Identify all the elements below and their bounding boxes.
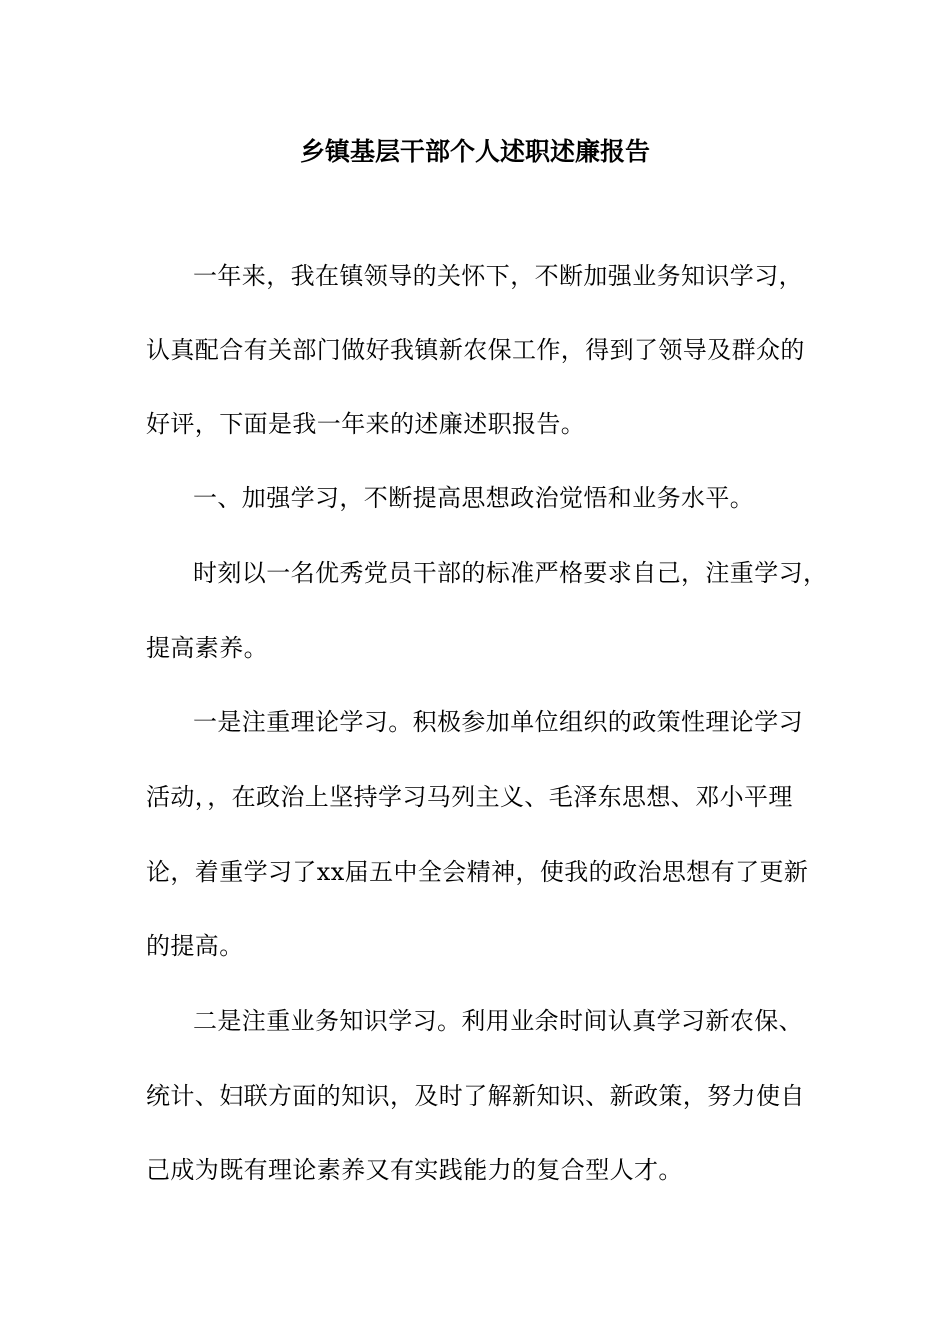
paragraph-4-line-1: 二是注重业务知识学习。利用业余时间认真学习新农保、 — [193, 1007, 803, 1035]
paragraph-4-line-2: 统计、妇联方面的知识，及时了解新知识、新政策，努力使自 — [146, 1082, 805, 1110]
paragraph-4-line-3: 己成为既有理论素养又有实践能力的复合型人才。 — [146, 1156, 683, 1184]
paragraph-3-line-4: 的提高。 — [146, 932, 244, 960]
document-title: 乡镇基层干部个人述职述廉报告 — [299, 137, 650, 166]
paragraph-2-line-1: 时刻以一名优秀党员干部的标准严格要求自己，注重学习， — [193, 559, 828, 587]
paragraph-3-line-2: 活动，，在政治上坚持学习马列主义、毛泽东思想、邓小平理 — [146, 783, 793, 811]
paragraph-3-line-3: 论，着重学习了xx届五中全会精神，使我的政治思想有了更新 — [146, 858, 809, 886]
paragraph-1-line-3: 好评，下面是我一年来的述廉述职报告。 — [146, 410, 586, 438]
section-heading-1: 一、加强学习，不断提高思想政治觉悟和业务水平。 — [193, 484, 755, 512]
paragraph-1-line-1: 一年来，我在镇领导的关怀下，不断加强业务知识学习， — [193, 262, 803, 290]
paragraph-1-line-2: 认真配合有关部门做好我镇新农保工作，得到了领导及群众的 — [146, 336, 805, 364]
paragraph-3-line-1: 一是注重理论学习。积极参加单位组织的政策性理论学习 — [193, 708, 803, 736]
paragraph-2-line-2: 提高素养。 — [146, 634, 268, 662]
